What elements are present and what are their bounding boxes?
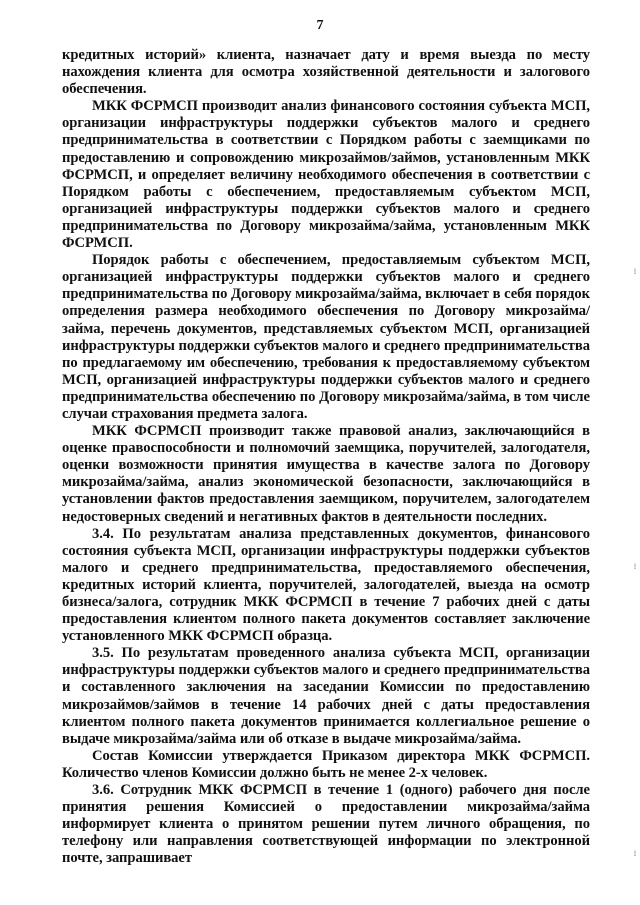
paragraph-financial-analysis: МКК ФСРМСП производит анализ финансового состояния субъекта МСП, организации инфраструктуры поддержки субъектов малого и среднего предпринимательства в соответствии с Порядком работы с заемщиками по предоставлению и сопровождению микрозаймов/займов, установленным МКК ФСРМСП, и определяет величину необходимого обеспечения в соответствии с Порядком работы с обеспечением, предоставляемым субъектом МСП, организацией инфраструктуры поддержки субъектов малого и среднего предпринимательства по Договору микрозайма/займа, установленным МКК ФСРМСП. xyxy=(62,98,590,252)
paragraph-collateral-procedure: Порядок работы с обеспечением, предоставляемым субъектом МСП, организацией инфраструктуры поддержки субъектов малого и среднего предпринимательства по Договору микрозайма/займа, включает в себя порядок определения размера необходимого обеспечения по Договору микрозайма/займа, перечень документов, представляемых субъектом МСП, организацией инфраструктуры поддержки субъектов малого и среднего предпринимательства по предлагаемому им обеспечению, требования к предоставляемому субъектом МСП, организацией инфраструктуры поддержки субъектов малого и среднего предпринимательства обеспечению по Договору микрозайма/займа, в том числе случаи страхования предмета залога. xyxy=(62,252,590,422)
paragraph-section-3-5: 3.5. По результатам проведенного анализа субъекта МСП, организации инфраструктуры поддержки субъектов малого и среднего предпринимательства и составленного заключения на заседании Комиссии по предоставлению микрозаймов/займов в течение 14 рабочих дней с даты предоставления клиентом полного пакета документов принимается коллегиальное решение о выдаче микрозайма/займа или об отказе в выдаче микрозайма/займа. xyxy=(62,645,590,747)
document-body xyxy=(62,47,590,868)
scan-artifact-mark: ⁞ xyxy=(633,267,637,276)
paragraph-continuation: кредитных историй» клиента, назначает дату и время выезда по месту нахождения клиента для осмотра хозяйственной деятельности и залогового обеспечения. xyxy=(62,47,590,98)
paragraph-section-3-4: 3.4. По результатам анализа представленных документов, финансового состояния субъекта МСП, организации инфраструктуры поддержки субъектов малого и среднего предпринимательства, предоставляемого обеспечения, кредитных историй клиента, поручителей, залогодателей, выезда на осмотр бизнеса/залога, сотрудник МКК ФСРМСП в течение 7 рабочих дней с даты предоставления клиентом полного пакета документов составляет заключение установленного МКК ФСРМСП образца. xyxy=(62,525,590,645)
page-number: 7 xyxy=(316,18,324,33)
paragraph-section-3-6: 3.6. Сотрудник МКК ФСРМСП в течение 1 (одного) рабочего дня после принятия решения Комиссией о предоставлении микрозайма/займа информирует клиента о принятом решении путем личного обращения, по телефону или направления соответствующей информации по электронной почте, запрашивает xyxy=(62,782,590,867)
paragraph-commission: Состав Комиссии утверждается Приказом директора МКК ФСРМСП. Количество членов Комиссии должно быть не менее 2-х человек. xyxy=(62,747,590,781)
scan-artifact-mark: ⁞ xyxy=(633,849,637,858)
scan-artifact-mark: ⁞ xyxy=(633,562,637,571)
paragraph-legal-analysis: МКК ФСРМСП производит также правовой анализ, заключающийся в оценке правоспособности и полномочий заемщика, поручителей, залогодателя, оценки возможности принятия имущества в качестве залога по Договору микрозайма/займа, анализ экономической безопасности, заключающийся в установлении фактов предоставления заемщиком, поручителем, залогодателем недостоверных сведений и негативных фактов в деятельности последних. xyxy=(62,423,590,525)
